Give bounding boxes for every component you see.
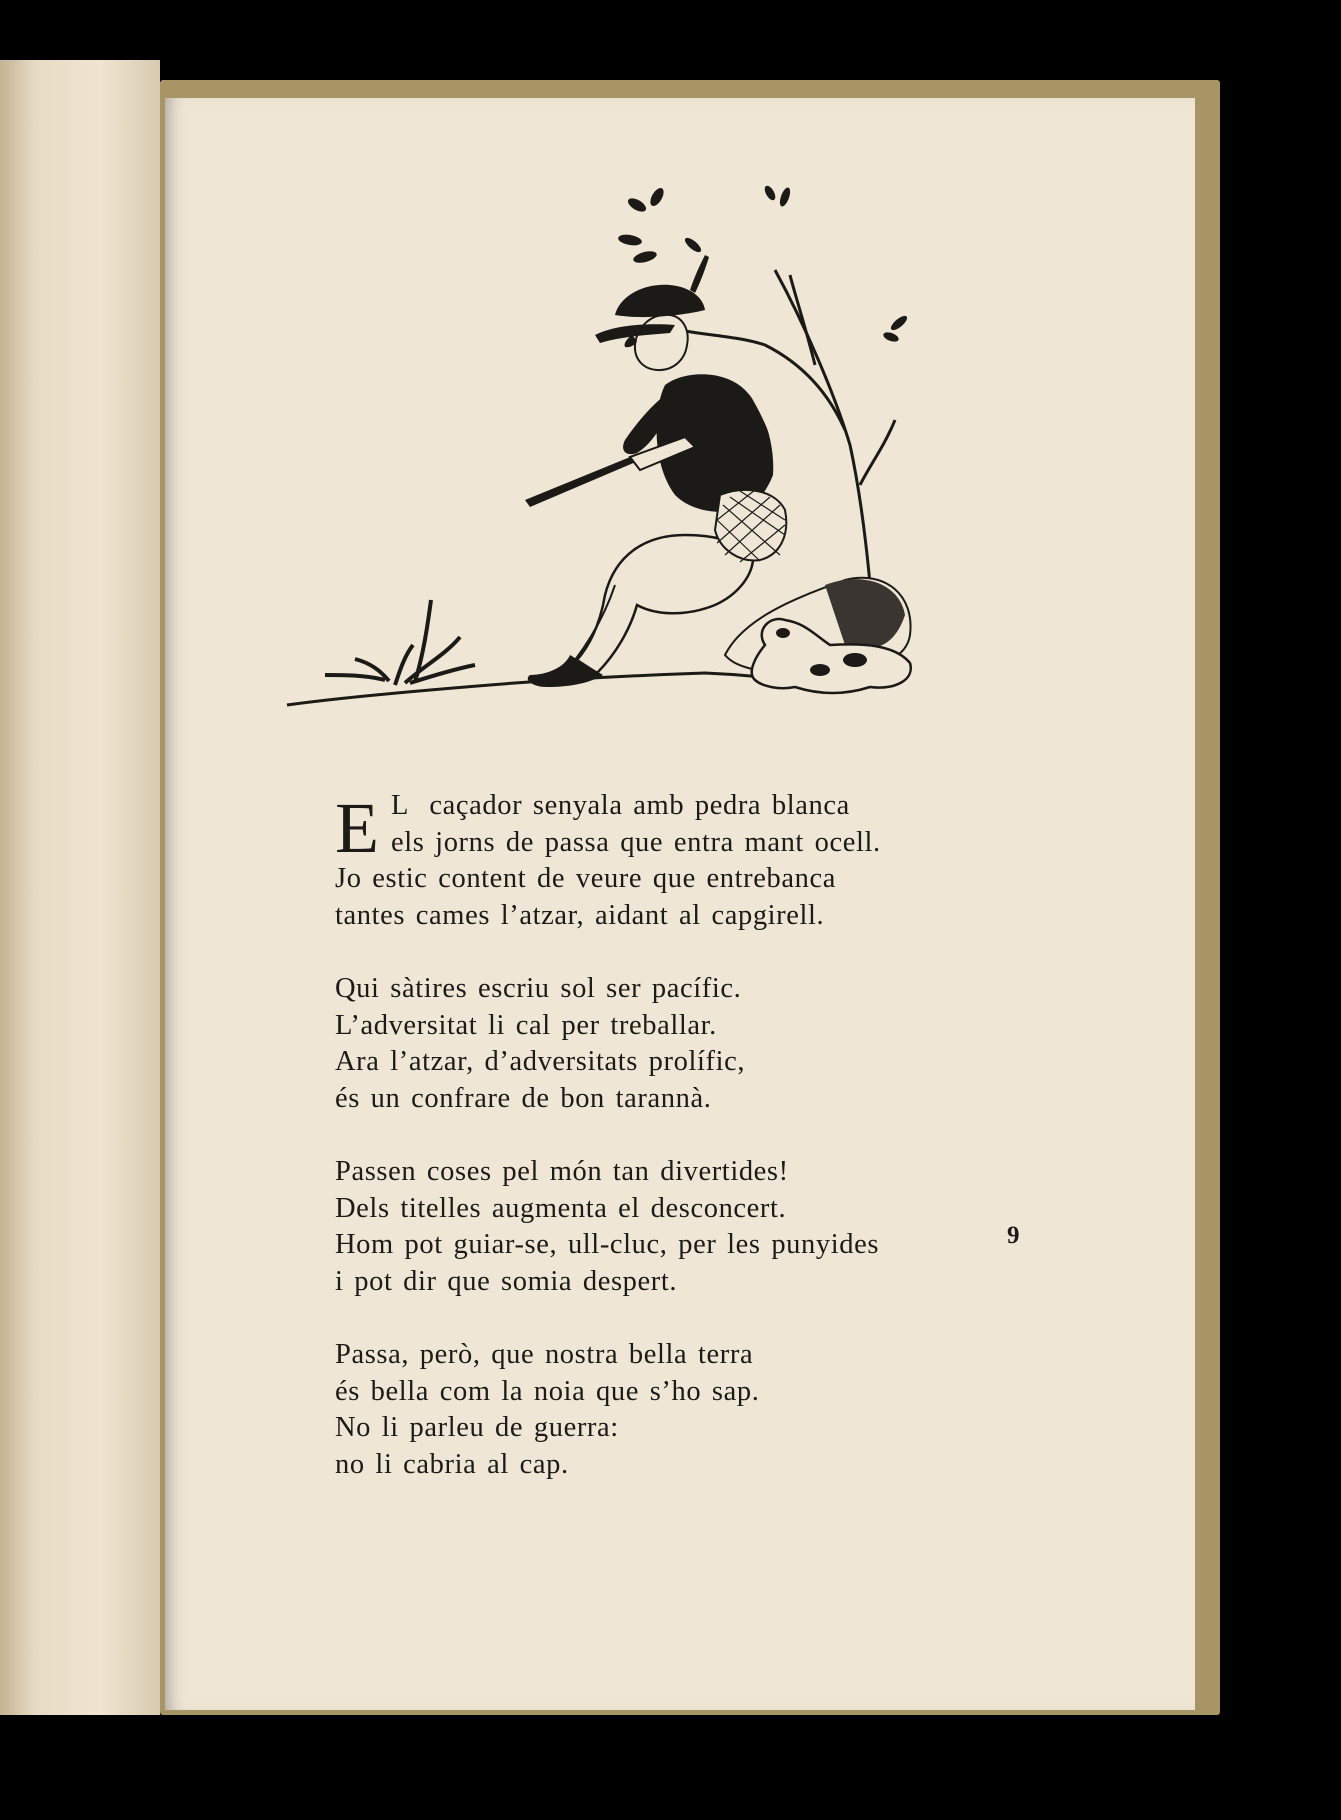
stanza-2 xyxy=(335,971,1055,1117)
poem-line: Passa, però, que nostra bella terra xyxy=(335,1339,754,1370)
poem-line: Qui sàtires escriu sol ser pacífic. xyxy=(335,973,742,1004)
stanza-4 xyxy=(335,1337,1055,1483)
line-text: L caçador senyala amb pedra blanca xyxy=(391,790,850,821)
hunter-illustration-icon xyxy=(285,175,1045,730)
stanza-1 xyxy=(335,788,1055,934)
dropcap: E xyxy=(335,788,380,868)
poem-line: Passen coses pel món tan divertides! xyxy=(335,1156,789,1187)
poem xyxy=(335,788,1055,1520)
poem-line: és bella com la noia que s’ho sap. xyxy=(335,1375,760,1407)
stanza-3 xyxy=(335,1154,1055,1300)
poem-line: No li parleu de guerra: xyxy=(335,1412,619,1443)
poem-line xyxy=(335,825,1055,862)
poem-line: és un confrare de bon tarannà. xyxy=(335,1082,712,1114)
poem-line: no li cabria al cap. xyxy=(335,1448,569,1480)
left-page xyxy=(0,60,160,1715)
poem-line: Hom pot guiar-se, ull-cluc, per les punyides xyxy=(335,1229,880,1260)
poem-line: L’adversitat li cal per treballar. xyxy=(335,1009,717,1041)
poem-line: tantes cames l’atzar, aidant al capgirell. xyxy=(335,899,825,931)
poem-line: i pot dir que somia despert. xyxy=(335,1265,678,1297)
page-number: 9 xyxy=(1007,1222,1020,1249)
line-text: els jorns de passa que entra mant ocell. xyxy=(391,826,881,858)
poem-line: Dels titelles augmenta el desconcert. xyxy=(335,1192,787,1224)
poem-line: Ara l’atzar, d’adversitats prolífic, xyxy=(335,1046,746,1077)
poem-line: Jo estic content de veure que entrebanca xyxy=(335,863,836,894)
